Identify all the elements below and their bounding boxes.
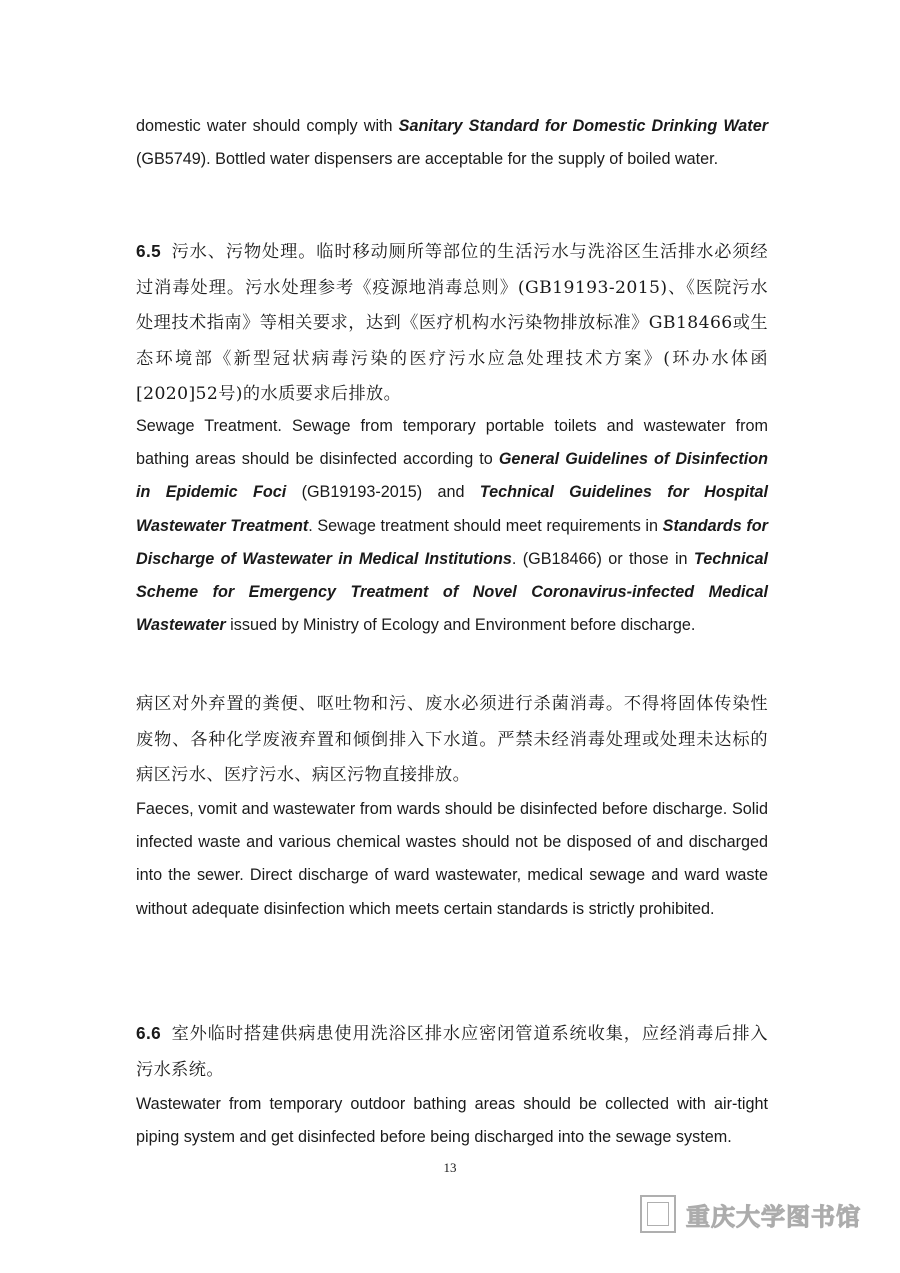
standard-title: General Guidelines of Disinfection in Epidemic Foci bbox=[136, 450, 768, 502]
standard-title: Technical Guidelines for Hospital Wastewater Treatment bbox=[136, 483, 768, 535]
watermark-text: 重庆大学图书馆 bbox=[686, 1202, 861, 1231]
section-6-6-english: Wastewater from temporary outdoor bathing areas should be collected with air-tight piping system and get disinfected before being discharged into the sewage system. bbox=[136, 1095, 768, 1147]
ward-disinfection-chinese: 病区对外弃置的粪便、呕吐物和污、废水必须进行杀菌消毒。不得将固体传染性废物、各种化学废液弃置和倾倒排入下水道。严禁未经消毒处理或处理未达标的病区污水、医疗污水、病区污物直接排放。 bbox=[136, 694, 768, 785]
standard-title: Sanitary Standard for Domestic Drinking Water bbox=[398, 117, 768, 135]
section-6-5-chinese: 6.5 污水、污物处理。临时移动厕所等部位的生活污水与洗浴区生活排水必须经过消毒处理。污水处理参考《疫源地消毒总则》(GB19193-2015)、《医院污水处理技术指南》等相关要求，达到《医疗机构水污染物排放标准》GB18466或生态环境部《新型冠状病毒污染的医疗污水应急处理技术方案》(环办水体函[2020]52号)的水质要求后排放。 bbox=[136, 241, 768, 404]
intro-paragraph: domestic water should comply with Sanitary Standard for Domestic Drinking Water (GB5749). Bottled water dispensers are acceptable for the supply of boiled water. bbox=[136, 117, 768, 169]
section-6-5-english: Sewage Treatment. Sewage from temporary portable toilets and wastewater from bathing areas should be disinfected according to General Guidelines of Disinfection in Epidemic Foci (GB19193-2015) and Technical Guidelines for Hospital Wastewater Treatment. Sewage treatment should meet requirements in Standards for Discharge of Wastewater in Medical Institutions. (GB18466) or those in Technical Scheme for Emergency Treatment of Novel Coronavirus-infected Medical Wastewater issued by Ministry of Ecology and Environment before discharge. bbox=[136, 417, 768, 635]
library-watermark bbox=[640, 1192, 870, 1236]
standard-title: Standards for Discharge of Wastewater in Medical Institutions bbox=[136, 516, 768, 568]
ward-disinfection-english: Faeces, vomit and wastewater from wards should be disinfected before discharge. Solid infected waste and various chemical wastes should not be disposed of and discharged into the sewer. Direct discharge of ward wastewater, medical sewage and ward waste without adequate disinfection which meets certain standards is strictly prohibited. bbox=[136, 800, 768, 918]
section-number: 6.6 bbox=[136, 1023, 162, 1043]
page-number: 13 bbox=[443, 1160, 457, 1175]
section-number: 6.5 bbox=[136, 241, 162, 261]
section-6-6-chinese: 6.6 室外临时搭建供病患使用洗浴区排水应密闭管道系统收集，应经消毒后排入污水系统。 bbox=[136, 1023, 768, 1080]
standard-title: Technical Scheme for Emergency Treatment of Novel Coronavirus-infected Medical Wastewater bbox=[136, 549, 768, 635]
library-seal-icon bbox=[640, 1195, 676, 1233]
